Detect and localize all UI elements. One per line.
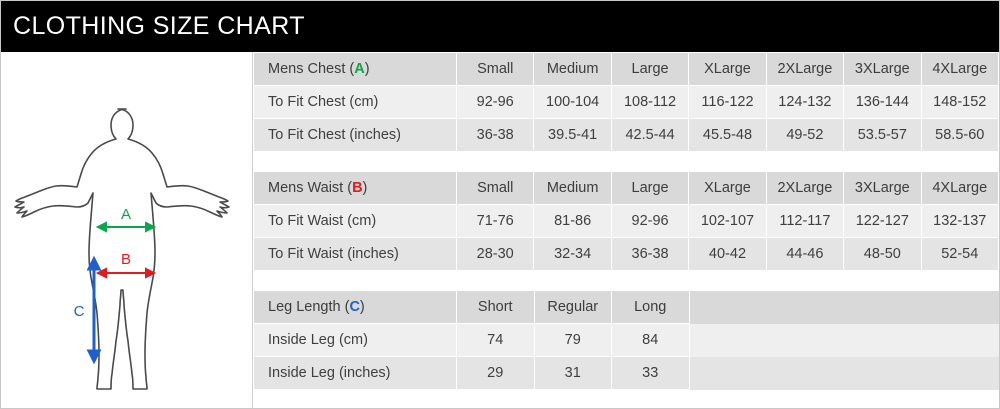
column-header: Regular — [534, 291, 612, 324]
cell-value: 116-122 — [689, 86, 766, 119]
cell-value: 112-117 — [766, 205, 843, 238]
table-title-tag: B — [352, 180, 363, 196]
marker-label-b: B — [120, 251, 132, 268]
table-row — [254, 86, 999, 119]
row-label: To Fit Waist (inches) — [254, 238, 457, 271]
table-row — [254, 324, 1000, 357]
cell-value: 84 — [612, 324, 690, 357]
column-header: 4XLarge — [921, 172, 998, 205]
cell-value: 32-34 — [534, 238, 611, 271]
row-label: To Fit Chest (cm) — [254, 86, 457, 119]
cell-value: 36-38 — [457, 119, 534, 152]
marker-label-a: A — [120, 206, 132, 223]
cell-value: 79 — [534, 324, 612, 357]
table-title-text: Mens Waist ( — [268, 180, 353, 196]
page-header — [1, 1, 999, 52]
table-title-text: Leg Length ( — [268, 299, 350, 315]
leg-length-table — [253, 290, 999, 390]
table-title-close: ) — [359, 299, 365, 315]
column-header: Small — [457, 172, 534, 205]
table-row — [254, 205, 999, 238]
cell-value: 92-96 — [611, 205, 688, 238]
table-title-cell — [254, 172, 457, 205]
cell-value: 52-54 — [921, 238, 998, 271]
table-title-text: Mens Chest ( — [268, 61, 355, 77]
table-title-close: ) — [364, 61, 370, 77]
table-header-row — [254, 53, 999, 86]
cell-value: 58.5-60 — [921, 119, 998, 152]
column-header: 3XLarge — [844, 172, 921, 205]
waist-measure-arrow — [98, 269, 154, 277]
cell-value: 44-46 — [766, 238, 843, 271]
column-header: 2XLarge — [766, 53, 843, 86]
cell-value: 100-104 — [534, 86, 611, 119]
cell-value: 48-50 — [844, 238, 921, 271]
chest-measure-arrow — [98, 223, 154, 231]
column-header: Short — [457, 291, 535, 324]
cell-value: 29 — [457, 357, 535, 390]
column-header: 2XLarge — [766, 172, 843, 205]
column-header: XLarge — [689, 53, 766, 86]
table-spacer — [253, 271, 999, 290]
cell-value: 74 — [457, 324, 535, 357]
body-figure-panel — [1, 52, 253, 408]
mens-waist-table — [253, 171, 999, 271]
table-header-row — [254, 172, 999, 205]
cell-value: 81-86 — [534, 205, 611, 238]
cell-value: 40-42 — [689, 238, 766, 271]
cell-value: 136-144 — [844, 86, 921, 119]
mens-chest-table — [253, 52, 999, 152]
cell-value: 122-127 — [844, 205, 921, 238]
cell-value: 148-152 — [921, 86, 998, 119]
table-title-cell — [254, 291, 457, 324]
cell-value: 124-132 — [766, 86, 843, 119]
cell-value: 45.5-48 — [689, 119, 766, 152]
cell-value: 71-76 — [457, 205, 534, 238]
column-header: Medium — [534, 53, 611, 86]
table-title-close: ) — [362, 180, 368, 196]
table-header-row — [254, 291, 1000, 324]
table-title-tag: A — [354, 61, 365, 77]
table-title-tag: C — [349, 299, 360, 315]
empty-cell — [689, 357, 999, 390]
table-spacer — [253, 152, 999, 171]
body-measurement-diagram — [1, 52, 252, 408]
cell-value: 42.5-44 — [611, 119, 688, 152]
column-header: 4XLarge — [921, 53, 998, 86]
column-header: 3XLarge — [844, 53, 921, 86]
column-header: Small — [457, 53, 534, 86]
row-label: To Fit Waist (cm) — [254, 205, 457, 238]
column-header: XLarge — [689, 172, 766, 205]
size-tables — [253, 52, 999, 408]
column-header: Large — [611, 172, 688, 205]
empty-cell — [689, 324, 999, 357]
table-row — [254, 357, 1000, 390]
row-label: To Fit Chest (inches) — [254, 119, 457, 152]
table-row — [254, 238, 999, 271]
cell-value: 28-30 — [457, 238, 534, 271]
column-header: Large — [611, 53, 688, 86]
column-header: Long — [612, 291, 690, 324]
cell-value: 49-52 — [766, 119, 843, 152]
cell-value: 92-96 — [457, 86, 534, 119]
row-label: Inside Leg (cm) — [254, 324, 457, 357]
cell-value: 108-112 — [611, 86, 688, 119]
marker-label-c: C — [73, 303, 85, 320]
table-title-cell — [254, 53, 457, 86]
cell-value: 39.5-41 — [534, 119, 611, 152]
empty-cell — [689, 291, 999, 324]
cell-value: 102-107 — [689, 205, 766, 238]
page-title: CLOTHING SIZE CHART — [13, 12, 305, 40]
cell-value: 36-38 — [611, 238, 688, 271]
cell-value: 33 — [612, 357, 690, 390]
leg-length-wrapper — [253, 290, 999, 390]
column-header: Medium — [534, 172, 611, 205]
cell-value: 31 — [534, 357, 612, 390]
cell-value: 53.5-57 — [844, 119, 921, 152]
table-row — [254, 119, 999, 152]
row-label: Inside Leg (inches) — [254, 357, 457, 390]
cell-value: 132-137 — [921, 205, 998, 238]
